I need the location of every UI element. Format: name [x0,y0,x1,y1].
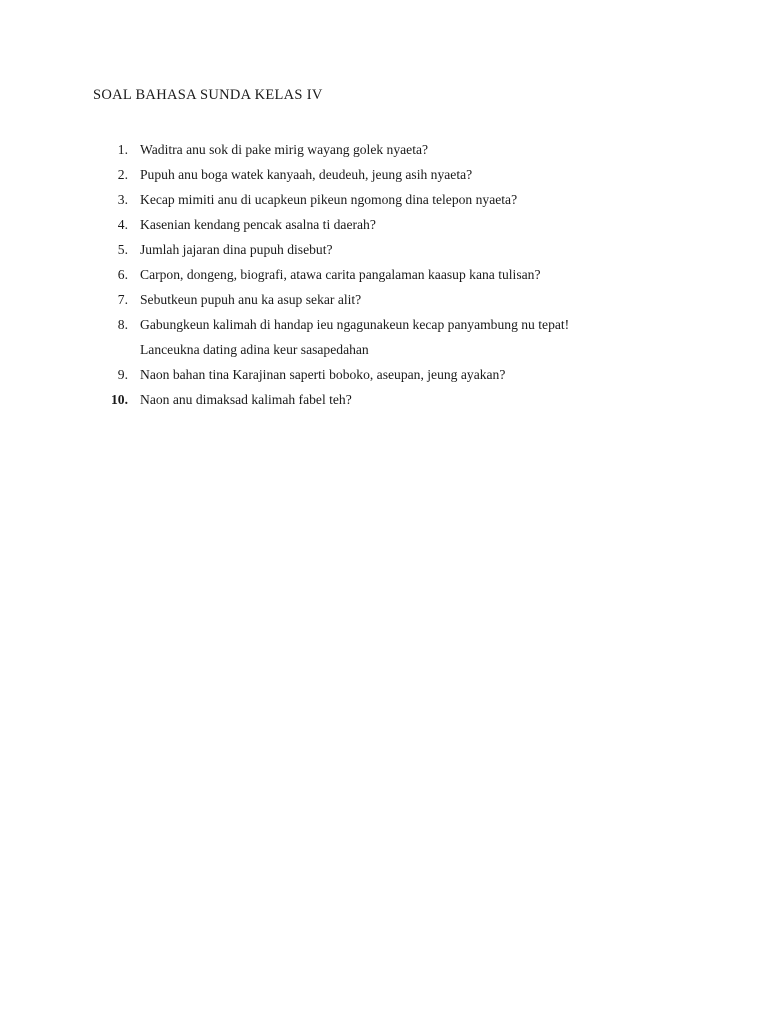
question-item-9 [100,362,700,387]
question-number: 9. [117,367,128,382]
question-subtext: Lanceukna dating adina keur sasapedahan [140,342,369,357]
question-text: Carpon, dongeng, biografi, atawa carita pangalaman kaasup kana tulisan? [140,267,541,282]
question-text: Gabungkeun kalimah di handap ieu ngagunakeun kecap panyambung nu tepat! [140,317,570,332]
question-number: 4. [117,217,128,232]
question-text: Naon bahan tina Karajinan saperti boboko, aseupan, jeung ayakan? [140,367,506,382]
question-text: Waditra anu sok di pake mirig wayang golek nyaeta? [140,142,429,157]
question-number: 2. [117,167,128,182]
question-number: 10. [111,392,128,407]
question-number: 8. [117,317,128,332]
question-text: Pupuh anu boga watek kanyaah, deudeuh, jeung asih nyaeta? [140,167,473,182]
question-number: 1. [117,142,128,157]
question-text: Naon anu dimaksad kalimah fabel teh? [140,392,352,407]
question-text: Sebutkeun pupuh anu ka asup sekar alit? [140,292,362,307]
question-item-2 [100,162,700,187]
question-text: Kasenian kendang pencak asalna ti daerah? [140,217,376,232]
question-item-10 [100,387,700,412]
document-title: SOAL BAHASA SUNDA KELAS IV [93,87,323,103]
question-item-3 [100,187,700,212]
question-text: Kecap mimiti anu di ucapkeun pikeun ngomong dina telepon nyaeta? [140,192,518,207]
question-item-6 [100,262,700,287]
question-item-4 [100,212,700,237]
question-text: Jumlah jajaran dina pupuh disebut? [140,242,333,257]
question-number: 5. [117,242,128,257]
question-item-7 [100,287,700,312]
question-item-1 [100,137,700,162]
question-item-8 [100,312,700,362]
question-number: 6. [117,267,128,282]
question-number: 7. [117,292,128,307]
question-item-5 [100,237,700,262]
question-list [100,137,700,412]
question-number: 3. [117,192,128,207]
